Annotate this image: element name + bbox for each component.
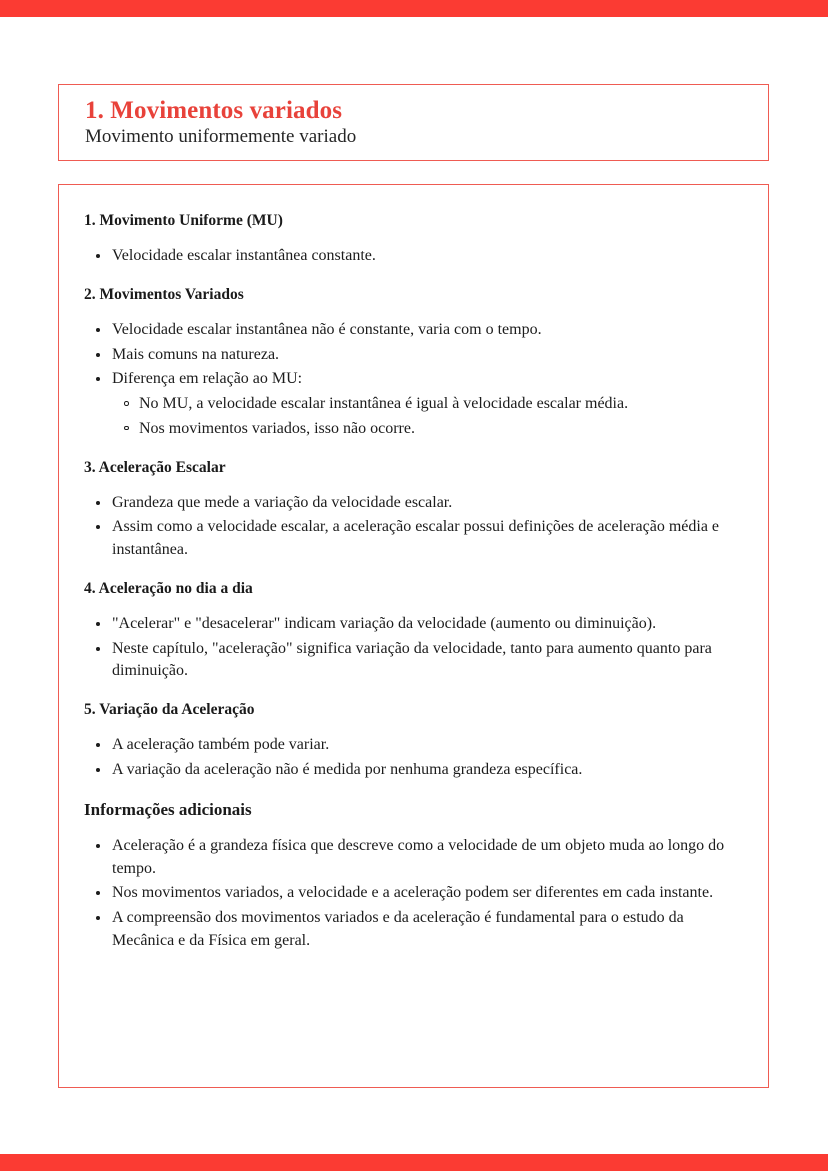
list-item-label: Velocidade escalar instantânea não é constante, varia com o tempo. (112, 321, 542, 338)
sub-list-item-label: Nos movimentos variados, isso não ocorre. (139, 419, 415, 437)
page-subtitle: Movimento uniformemente variado (85, 126, 357, 147)
section-heading: 3. Aceleração Escalar (84, 458, 226, 476)
list-item (84, 907, 744, 952)
sub-bullet-list (112, 393, 744, 440)
bullet-dot-icon (96, 525, 100, 529)
sub-list-item (112, 418, 744, 441)
bullet-circle-icon (124, 426, 129, 431)
content-section (84, 579, 744, 683)
list-item (84, 368, 744, 440)
bullet-dot-icon (96, 254, 100, 258)
sections-container (84, 211, 744, 952)
list-item-label: Mais comuns na natureza. (112, 345, 280, 363)
list-item (84, 835, 744, 880)
content-card (58, 184, 769, 1088)
content-section (84, 285, 744, 441)
sub-list-item-label: No MU, a velocidade escalar instantânea é igual à velocidade escalar média. (139, 395, 629, 413)
list-item-label: Assim como a velocidade escalar, a aceleração escalar possui definições de aceleração média e instantânea. (112, 518, 720, 559)
list-item-label: "Acelerar" e "desacelerar" indicam variação da velocidade (aumento ou diminuição). (112, 615, 657, 633)
bullet-list (84, 835, 744, 953)
bullet-dot-icon (96, 377, 100, 381)
section-heading: 5. Variação da Aceleração (84, 701, 255, 719)
list-item-label: Nos movimentos variados, a velocidade e a aceleração podem ser diferentes em cada instante. (112, 884, 714, 902)
bullet-list (84, 492, 744, 562)
content-section (84, 458, 744, 562)
list-item-label: A compreensão dos movimentos variados e da aceleração é fundamental para o estudo da Mecânica e da Física em geral. (112, 909, 684, 949)
list-item (84, 638, 744, 683)
list-item (84, 882, 744, 905)
page-title: 1. Movimentos variados (85, 97, 343, 124)
bullet-dot-icon (96, 328, 100, 332)
bullet-list (84, 734, 744, 781)
list-item-label: A variação da aceleração não é medida por nenhuma grandeza específica. (112, 761, 583, 779)
content-section (84, 700, 744, 782)
bullet-list (84, 613, 744, 683)
bullet-dot-icon (96, 768, 100, 772)
list-item-label: Diferença em relação ao MU: (112, 370, 303, 388)
content-section (84, 799, 744, 953)
section-heading: 1. Movimento Uniforme (MU) (84, 212, 283, 229)
bullet-dot-icon (96, 891, 100, 895)
title-card (58, 84, 769, 161)
list-item (84, 759, 744, 782)
list-item-label: A aceleração também pode variar. (112, 736, 330, 754)
list-item (84, 613, 744, 636)
content-section (84, 211, 744, 268)
bullet-dot-icon (96, 647, 100, 651)
list-item-label: Neste capítulo, "aceleração" significa variação da velocidade, tanto para aumento quanto para diminuição. (112, 639, 712, 680)
bottom-accent-bar (0, 1154, 828, 1171)
bullet-list (84, 319, 744, 441)
bullet-dot-icon (96, 353, 100, 357)
list-item (84, 344, 744, 367)
section-heading: 2. Movimentos Variados (84, 285, 244, 303)
bullet-dot-icon (96, 844, 100, 848)
bullet-dot-icon (96, 501, 100, 505)
bullet-dot-icon (96, 743, 100, 747)
list-item (84, 245, 744, 268)
top-accent-bar (0, 0, 828, 17)
bullet-dot-icon (96, 916, 100, 920)
list-item-label: Velocidade escalar instantânea constante. (112, 247, 376, 265)
sub-list-item (112, 393, 744, 416)
list-item-label: Aceleração é a grandeza física que descreve como a velocidade de um objeto muda ao longo do tempo. (112, 836, 725, 877)
bullet-dot-icon (96, 622, 100, 626)
list-item (84, 492, 744, 515)
bullet-circle-icon (124, 401, 129, 406)
list-item-label: Grandeza que mede a variação da velocidade escalar. (112, 493, 453, 511)
list-item (84, 734, 744, 757)
section-heading: Informações adicionais (84, 799, 252, 819)
section-heading: 4. Aceleração no dia a dia (84, 579, 253, 597)
list-item (84, 516, 744, 561)
bullet-list (84, 245, 744, 268)
list-item (84, 319, 744, 342)
